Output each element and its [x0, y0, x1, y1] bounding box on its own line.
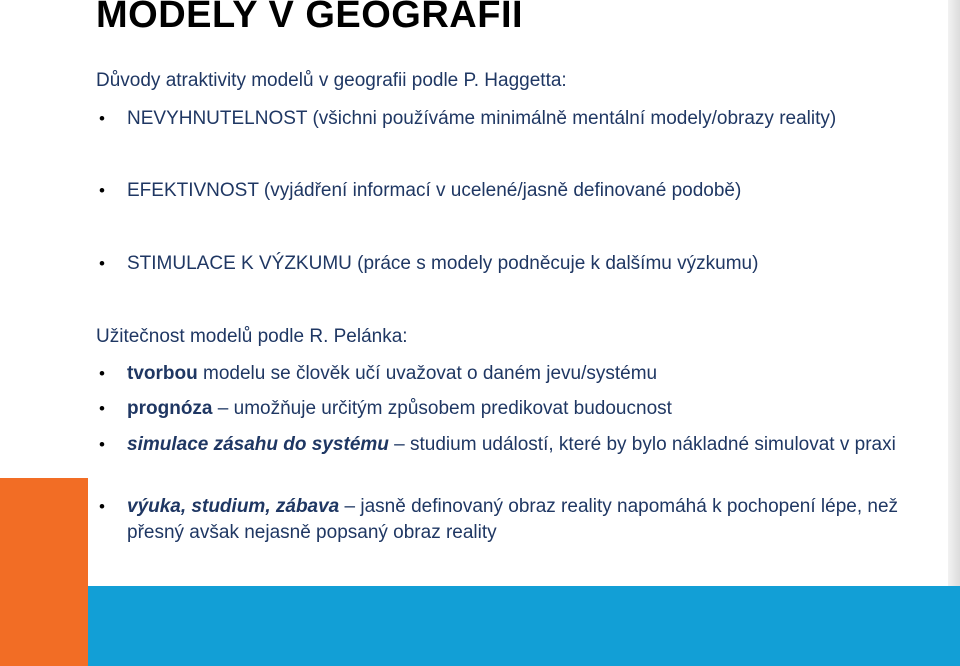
list-item — [127, 494, 947, 546]
item-term: výuka, studium, zábava — [127, 496, 340, 517]
list-item: • STIMULACE K VÝZKUMU (práce s modely podněcuje k dalšímu výzkumu) — [127, 251, 947, 277]
list-item — [127, 361, 947, 387]
item-term: tvorbou — [127, 363, 198, 384]
item-text: modelu se člověk učí uvažovat o daném jevu/systému — [197, 363, 658, 384]
list-item: • NEVYHNUTELNOST (všichni používáme minimálně mentální modely/obrazy reality) — [127, 106, 947, 132]
bottom-teal-band — [0, 586, 960, 666]
item-text: – jasně definovaný obraz reality napomáhá k pochopení lépe, než přesný avšak nejasně popsaný obraz reality — [127, 496, 899, 543]
list-item — [127, 432, 947, 458]
item-term: prognóza — [127, 398, 213, 419]
list-item — [127, 396, 947, 422]
slide-title: MODELY V GEOGRAFII — [96, 0, 524, 36]
list-item: • EFEKTIVNOST (vyjádření informací v ucelené/jasně definované podobě) — [127, 178, 947, 204]
item-text: – studium událostí, které by bylo nákladné simulovat v praxi — [388, 434, 896, 455]
section-heading-pelanek: Užitečnost modelů podle R. Pelánka: — [96, 326, 408, 347]
item-text: – umožňuje určitým způsobem predikovat budoucnost — [212, 398, 672, 419]
section-heading-haggett: Důvody atraktivity modelů v geografii podle P. Haggetta: — [96, 70, 567, 91]
item-term: simulace zásahu do systému — [127, 434, 389, 455]
left-orange-block — [0, 478, 88, 666]
right-shade-strip — [948, 0, 960, 586]
